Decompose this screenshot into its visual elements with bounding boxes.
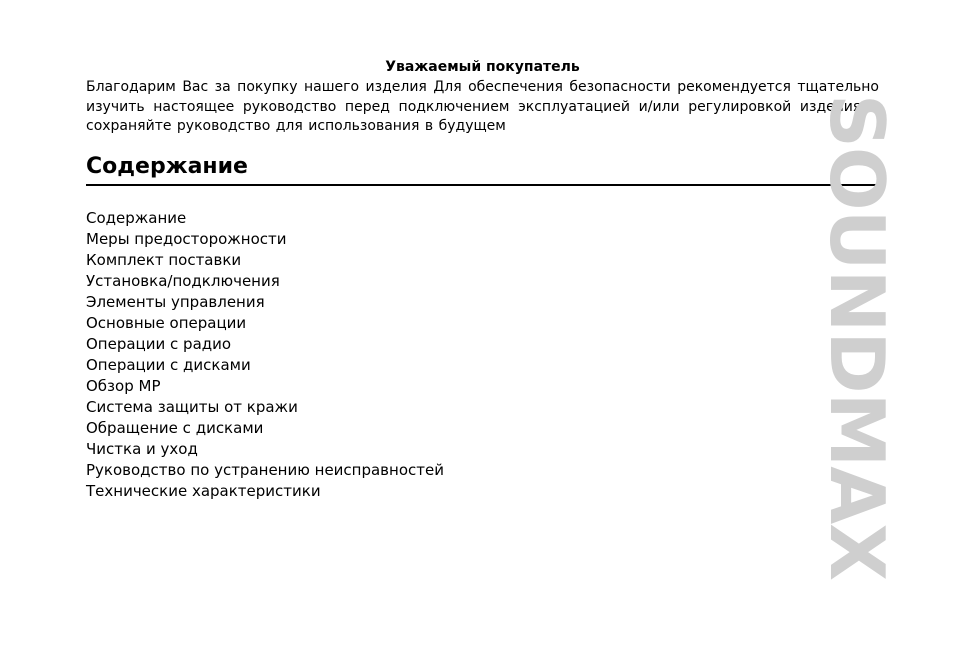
contents-heading: Содержание [86, 154, 879, 186]
toc-item: Обращение с дисками [86, 419, 264, 437]
toc-item: Операции с дисками [86, 356, 251, 374]
toc-item: Комплект поставки [86, 251, 242, 269]
toc-item: Обзор MP [86, 377, 161, 395]
toc-item: Содержание [86, 209, 187, 227]
toc-item: Основные операции [86, 314, 247, 332]
toc-item: Руководство по устранению неисправностей [86, 461, 444, 479]
greeting-body: Благодарим Вас за покупку нашего изделия Для обеспечения безопасности рекомендуется тщательно изучить настоящее руководство перед подключением эксплуатацией и/или регулировкой изделия и сохраняйте руководство для использования в будущем [86, 79, 879, 134]
toc-item: Операции с радио [86, 335, 232, 353]
toc-item: Установка/подключения [86, 272, 280, 290]
toc-item: Технические характеристики [86, 482, 321, 500]
brand-logo: SOUNDMAX [813, 93, 901, 581]
toc-item: Система защиты от кражи [86, 398, 298, 416]
toc-item: Меры предосторожности [86, 230, 287, 248]
toc-item: Элементы управления [86, 293, 265, 311]
toc-item: Чистка и уход [86, 440, 198, 458]
table-of-contents [86, 208, 444, 502]
greeting-title: Уважаемый покупатель [385, 59, 580, 75]
